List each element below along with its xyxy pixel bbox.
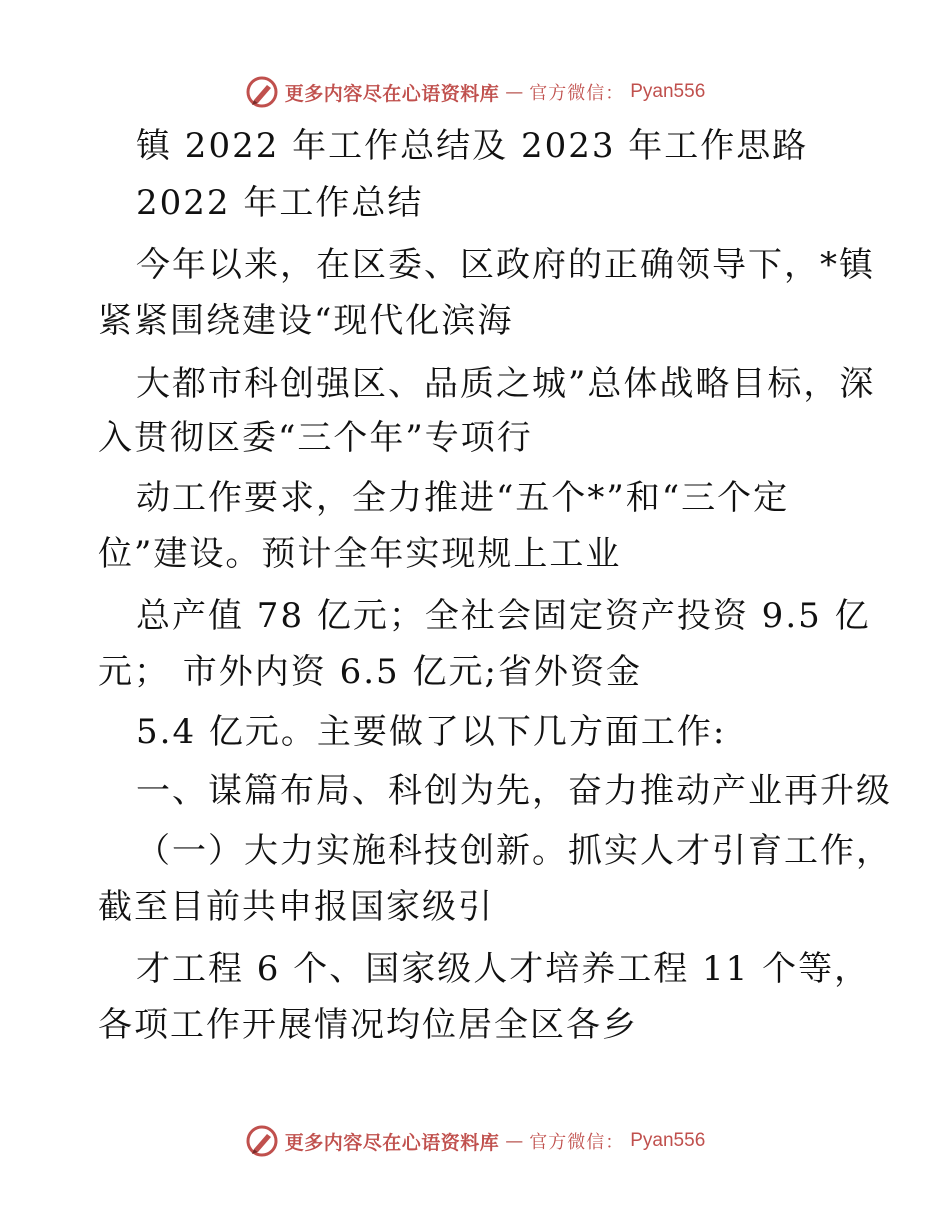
watermark-text: 更多内容尽在心语资料库 bbox=[284, 82, 500, 105]
subheading-line: 一、谋篇布局、科创为先，奋力推动产业再升级 bbox=[136, 771, 892, 811]
paragraph-line: 紧紧围绕建设“现代化滨海 bbox=[98, 301, 514, 341]
paragraph-line: 5.4 亿元。主要做了以下几方面工作: bbox=[136, 712, 727, 752]
watermark-wechat-id: Pyan556 bbox=[630, 81, 706, 102]
paragraph-line: 元； 市外内资 6.5 亿元;省外资金 bbox=[98, 652, 642, 692]
paragraph-line: 入贯彻区委“三个年”专项行 bbox=[98, 418, 533, 458]
paragraph-line: 今年以来，在区委、区政府的正确领导下，*镇 bbox=[136, 245, 875, 285]
paragraph-line: 总产值 78 亿元；全社会固定资产投资 9.5 亿 bbox=[136, 596, 871, 636]
header-watermark bbox=[0, 72, 950, 112]
watermark-official-label: 官方微信： bbox=[529, 1132, 625, 1153]
paragraph-line: 各项工作开展情况均位居全区各乡 bbox=[98, 1005, 638, 1045]
paragraph-line: 才工程 6 个、国家级人才培养工程 11 个等， bbox=[136, 949, 871, 989]
watermark-dash: — bbox=[505, 81, 524, 103]
document-title: 镇 2022 年工作总结及 2023 年工作思路 bbox=[136, 126, 809, 166]
footer-watermark bbox=[0, 1121, 950, 1161]
pen-logo-icon bbox=[245, 75, 279, 109]
paragraph-line: 截至目前共申报国家级引 bbox=[98, 887, 494, 927]
paragraph-line: 位”建设。预计全年实现规上工业 bbox=[98, 534, 622, 574]
watermark-official-label: 官方微信： bbox=[529, 83, 625, 104]
watermark-text: 更多内容尽在心语资料库 bbox=[284, 1131, 500, 1154]
watermark-dash: — bbox=[505, 1130, 524, 1152]
watermark-wechat-id: Pyan556 bbox=[630, 1130, 706, 1151]
paragraph-line: （一）大力实施科技创新。抓实人才引育工作， bbox=[136, 831, 892, 871]
section-heading: 2022 年工作总结 bbox=[136, 183, 424, 223]
pen-logo-icon bbox=[245, 1124, 279, 1158]
paragraph-line: 动工作要求，全力推进“五个*”和“三个定 bbox=[136, 478, 790, 518]
paragraph-line: 大都市科创强区、品质之城”总体战略目标，深 bbox=[136, 364, 876, 404]
